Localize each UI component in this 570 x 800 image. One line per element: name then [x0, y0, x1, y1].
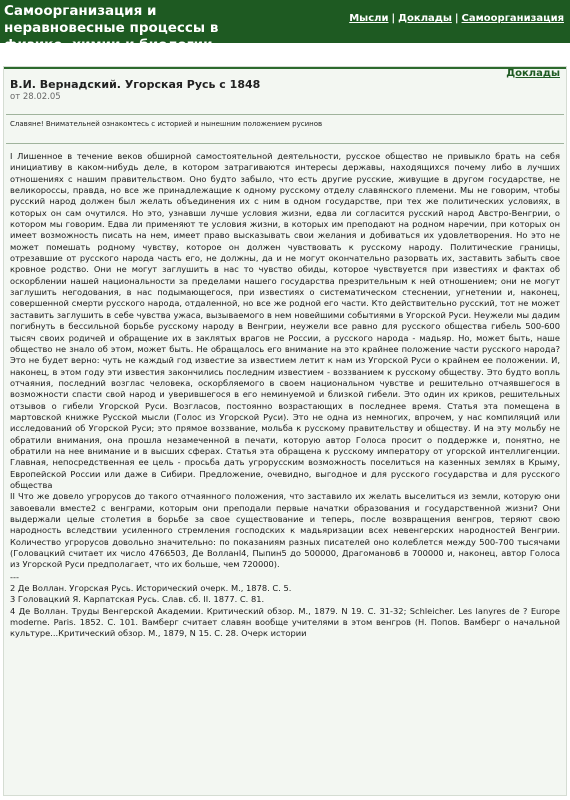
site-title: Самоорганизация и неравновесные процессы в физике, химии и биологии	[4, 3, 219, 53]
nav-link-thoughts[interactable]: Мысли	[349, 13, 389, 24]
footnote-item: 3 Головацкий Я. Карпатская Русь. Слав. сб. II. 1877. С. 81.	[10, 594, 265, 605]
site-header	[0, 0, 570, 53]
nav-link-reports[interactable]: Доклады	[398, 13, 452, 24]
divider	[6, 114, 564, 115]
nav-link-selforganization[interactable]: Самоорганизация	[461, 13, 564, 24]
top-divider	[4, 67, 566, 69]
article-title: В.И. Вернадский. Угорская Русь с 1848	[10, 78, 261, 91]
footnote-item: 2 Де Воллан. Угорская Русь. Исторический очерк. М., 1878. С. 5.	[10, 583, 292, 594]
article-paragraph-1: I Лишенное в течение веков обширной самостоятельной деятельности, русское общество не привыкло брать на себя инициативу в каком-нибудь деле, в котором затрагиваются интересы державы, находящихся почему либо в лучших отношениях с нашим правительством. Оно будто забыло, что есть другие русские, живущие в другом государстве, не великороссы, правда, но все же принадлежащие к одному русскому отделу славянского племени. Мы не говорим, чтобы русский народ должен был желать объединения их с ним в одном государстве, при тех же политических условиях, в которых он сам очутился. Но это, узнавши лучше условия жизни, едва ли согласится русский народ Австро-Венгрии, о котором мы говорим. Едва ли применяют те условия жизни, в которых им преподают на родном наречии, при которых он имеет возможность писать на нем, имеет право высказывать свои желания и добиваться их удовлетворения. Но это не может помешать родному чувству, которое он должен чувствовать к русскому народу. Политические границы, отрезавшие от русского народа часть его, не должны, да и не могут окончательно разорвать их, заставить забыть свое кровное родство. Они не могут заглушить в нас то чувство обиды, которое чувствуется при известиях и фактах об оскорблении нашей национальности за пределами нашего государства презрительным к ней отношением; они не могут заглушить негодования, в нас подымающегося, при известиях о систематическом стеснении, угнетении и, наконец, совершенной смерти русского народа, отдаленной, но все же родной его части. Кто действительно русский, тот не может заставить заглушить в себе чувства ужаса, вызываемого в нем новейшими событиями в Угорской Руси. Неужели мы дадим погибнуть в бессильной борьбе русскому народу в Венгрии, неужели все равно для русского общества гибель 500-600 тысяч своих родичей и обращение их в заклятых врагов не России, а русского народа - мадьяр. Но, может быть, наше общество не знало об этом, может быть. Не обращалось его внимание на это крайнее положение части русского народа? Это не будет верно: чуть не каждый год известие за известием летит к нам из Угорской Руси о крайнем ее положении. И, наконец, в этом году эти известия закончились последним известием - воззванием к русскому обществу. Это будто вопль отчаяния, последний возглас человека, оскорбляемого в своем национальном чувстве и решительно отчаявшегося в возможности спасти свой народ и уверившегося в его неминуемой и близкой гибели. Это один их криков, решительных отзывов о гибели Угорской Руси. Возгласов, постоянно возрастающих в последнее время. Статья эта помещена в мартовской книжке Русской мысли (Голос из Угорской Руси). Это не одна из немногих, впрочем, у нас компиляций или исследований об Угорской Руси; это прямое воззвание, мольба к русскому правительству и обществу. И на эту мольбу не обратили внимания, она прошла незамеченной в печати, которую автор Голоса просит о поддержке и, понятно, не обратили на нее внимание и в высших сферах. Статья эта обращена к русскому императору от угорской интеллигенции. Главная, непосредственная ее цель - просьба дать угрорусским возможность поселиться на казенных землях в Крыму, Европейской России или даже в Сибири. Предложение, очевидно, выгодное и для русского государства и для русского общества	[10, 151, 560, 490]
footnote-item: 4 Де Воллан. Труды Венгерской Академии. Критический обзор. М., 1879. N 19. С. 31-32; Schleicher. Les lanyres de ? Europe moderne. Paris. 1852. С. 101. Вамберг считает славян вообще учителями в этом венгров (Н. Попов. Вамберг о начальной культуре...Критический обзор. М., 1879, N 15. С. 28. Очерк истории	[10, 605, 560, 639]
top-nav	[349, 13, 564, 24]
nav-separator: |	[391, 13, 396, 24]
article-date: от 28.02.05	[10, 92, 61, 102]
article-body	[10, 151, 560, 640]
footnote-separator: ---	[10, 571, 19, 582]
article-intro: Славяне! Внимательней ознакомтесь с историей и нынешним положением русинов	[10, 120, 323, 128]
nav-separator: |	[454, 13, 459, 24]
divider	[6, 143, 564, 144]
section-link-reports[interactable]: Доклады	[506, 68, 560, 79]
article-paragraph-2: II Что же довело угрорусов до такого отчаянного положения, что заставило их желать выселиться из земли, которую они завоевали вместе2 с венграми, которым они преподали первые начатки образования и государственной жизни? Они выдержали целые столетия в борьбе за свое существование и теперь, после возвращения венгров, теряют свою народность вследствии усиленного стремления господских к мадьяризации всех невенгерских народностей Венгрии. Количество угрорусов довольно значительно: по показаниям разных писателей оно колеблется между 500-700 тысячами (Головацкий считает их число 4766503, Де Волланl4, Пыпин5 до 500000, Драгоманов6 в 700000 и, наконец, автор Голоса из Угорской Руси предполагает, что их больше, чем 720000).	[10, 491, 560, 570]
article-panel	[3, 66, 567, 796]
footnotes	[10, 572, 560, 640]
